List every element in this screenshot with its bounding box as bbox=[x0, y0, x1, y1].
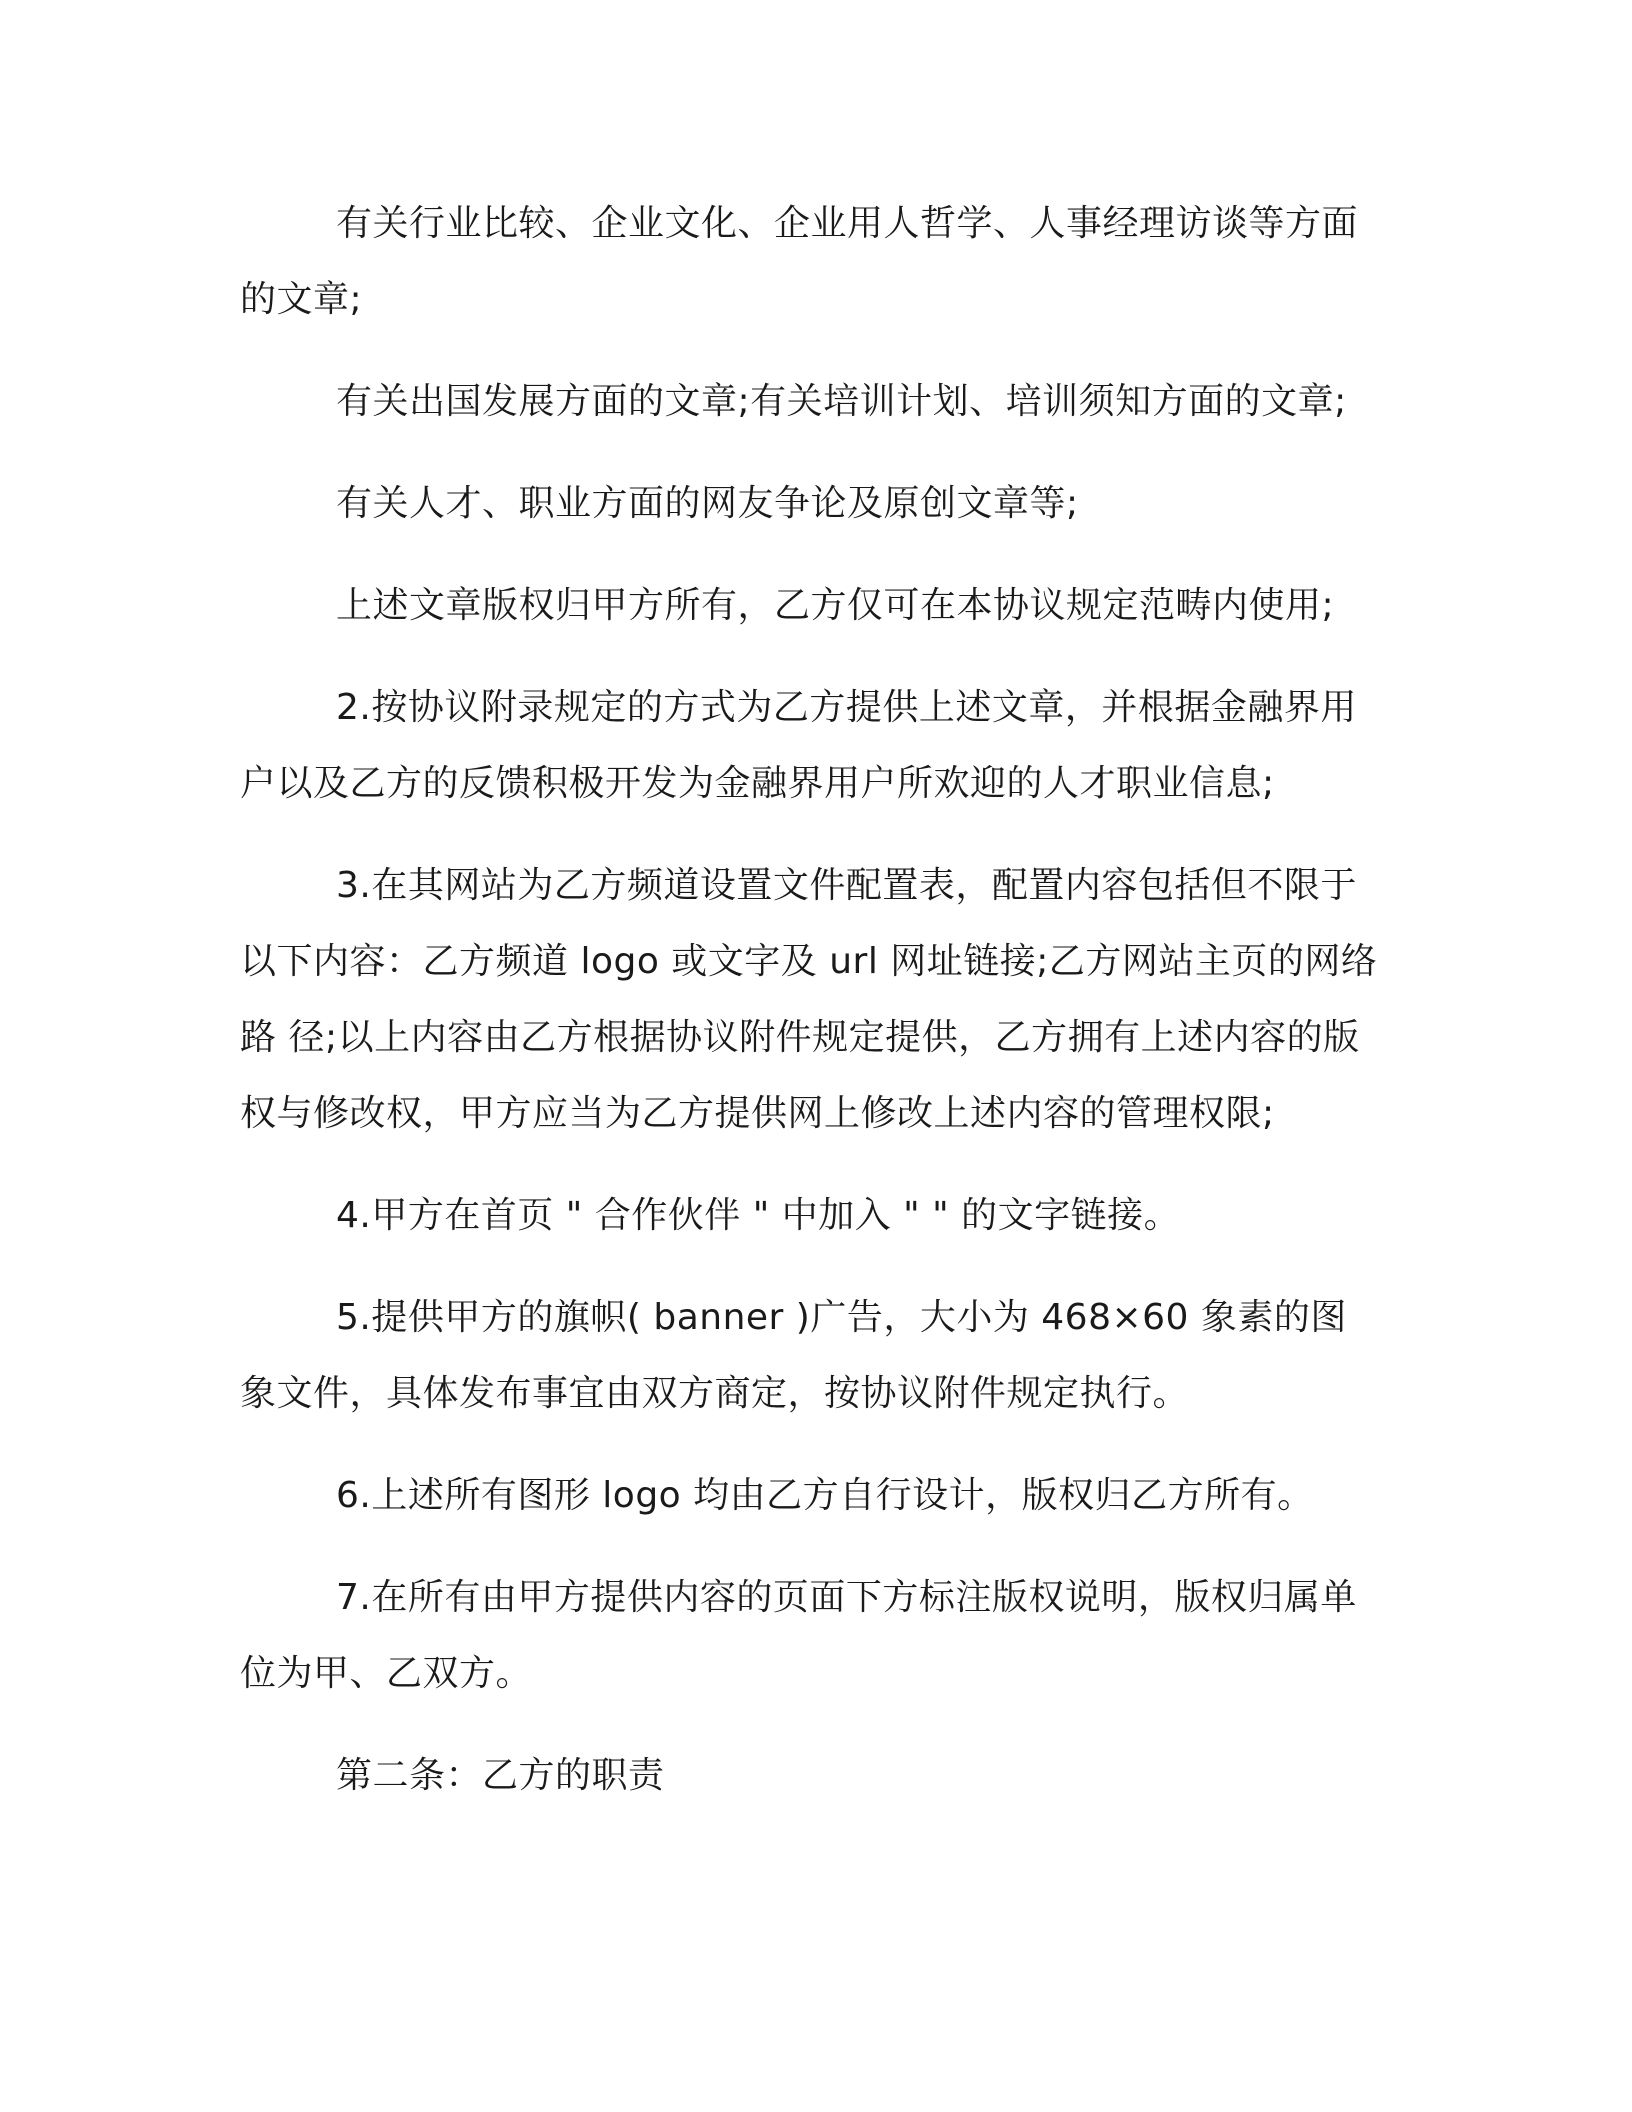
section-heading: 第二条：乙方的职责 bbox=[336, 1755, 665, 1796]
paragraph-item-6: 6.上述所有图形 logo 均由乙方自行设计，版权归乙方所有。 bbox=[336, 1475, 1314, 1516]
paragraph-1: 有关行业比较、企业文化、企业用人哲学、人事经理访谈等方面的文章; bbox=[240, 203, 1359, 320]
paragraph-item-7: 7.在所有由甲方提供内容的页面下方标注版权说明，版权归属单位为甲、乙双方。 bbox=[240, 1577, 1357, 1694]
paragraph-2: 有关出国发展方面的文章;有关培训计划、培训须知方面的文章; bbox=[336, 381, 1347, 422]
paragraph-4: 上述文章版权归甲方所有，乙方仅可在本协议规定范畴内使用; bbox=[336, 585, 1335, 626]
paragraph-item-4: 4.甲方在首页 " 合作伙伴 " 中加入 " " 的文字链接。 bbox=[336, 1195, 1181, 1236]
paragraph-item-5: 5.提供甲方的旗帜( banner )广告，大小为 468×60 象素的图象文件，具体发布事宜由双方商定，按协议附件规定执行。 bbox=[240, 1297, 1347, 1414]
paragraph-item-2: 2.按协议附录规定的方式为乙方提供上述文章，并根据金融界用户以及乙方的反馈积极开发为金融界用户所欢迎的人才职业信息; bbox=[240, 687, 1357, 804]
document-body bbox=[240, 186, 1380, 1840]
paragraph-item-3: 3.在其网站为乙方频道设置文件配置表，配置内容包括但不限于以下内容：乙方频道 logo 或文字及 url 网址链接;乙方网站主页的网络路 径;以上内容由乙方根据协议附件规定提供，乙方拥有上述内容的版权与修改权，甲方应当为乙方提供网上修改上述内容的管理权限; bbox=[240, 865, 1378, 1134]
paragraph-3: 有关人才、职业方面的网友争论及原创文章等; bbox=[336, 483, 1079, 524]
